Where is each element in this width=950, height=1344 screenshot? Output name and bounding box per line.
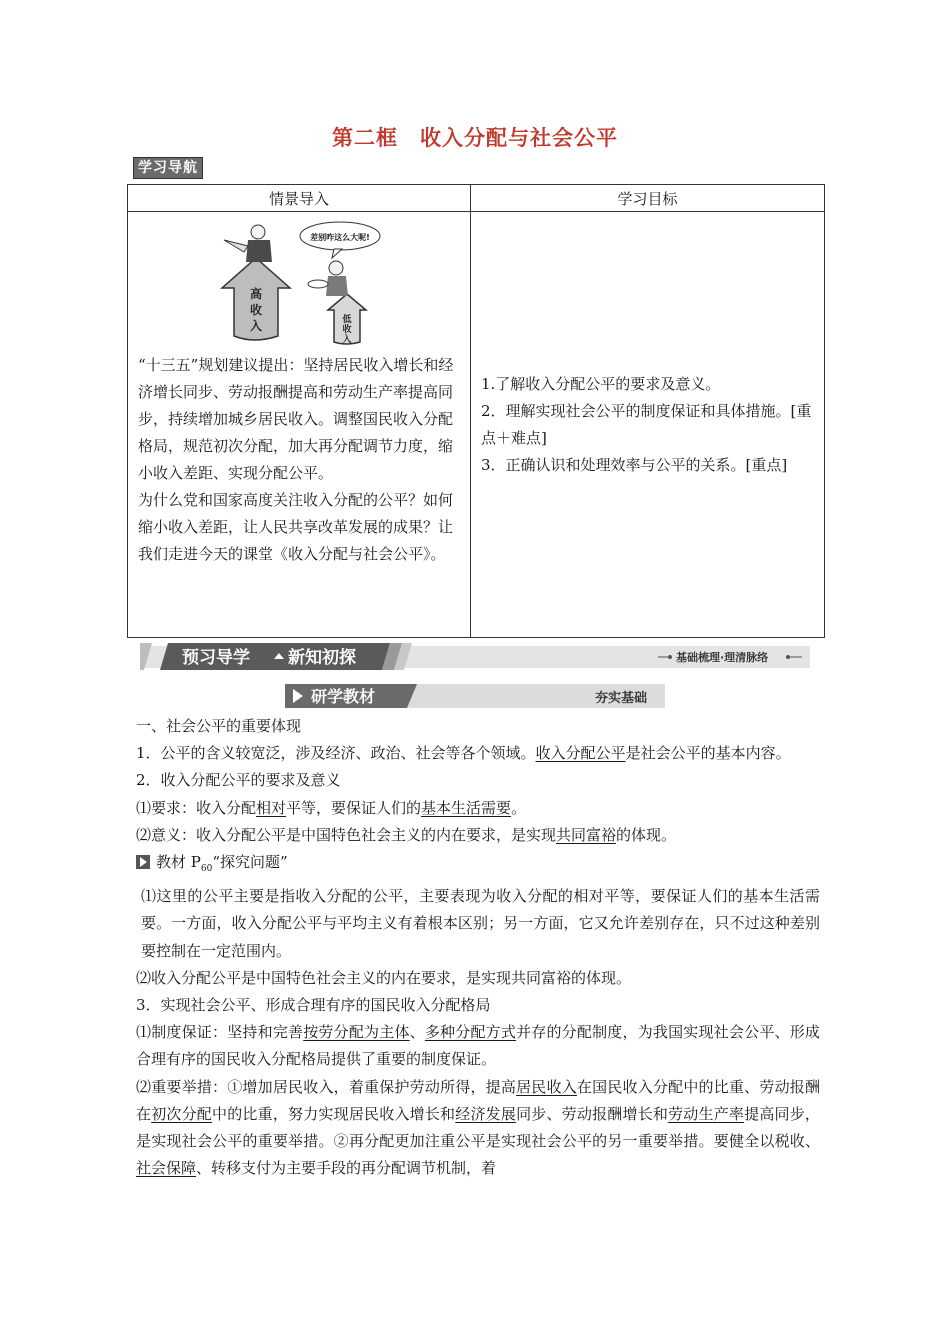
paragraph: 1．公平的含义较宽泛，涉及经济、政治、社会等各个领域。收入分配公平是社会公平的基本内容。 bbox=[136, 744, 791, 763]
blank-answer: 收入分配公平 bbox=[535, 744, 626, 763]
main-content bbox=[136, 713, 820, 1182]
paragraph: ⑴这里的公平主要是指收入分配的公平，主要表现为收入分配的相对平等，要保证人们的基本生活需要。一方面，收入分配公平与平均主义有着根本区别；另一方面，它又允许差别存在，只不过这种差别要控制在一定范围内。 bbox=[141, 887, 820, 960]
guide-table bbox=[127, 184, 825, 638]
sub-banner-label: 研学教材 bbox=[311, 687, 376, 706]
paragraph: ⑵意义：收入分配公平是中国特色社会主义的内在要求，是实现共同富裕的体现。 bbox=[136, 825, 677, 844]
paragraph: ⑵收入分配公平是中国特色社会主义的内在要求，是实现共同富裕的体现。 bbox=[136, 968, 632, 987]
goal-item: 3．正确认识和处理效率与公平的关系。[重点] bbox=[481, 455, 788, 474]
paragraph: ⑵重要举措：①增加居民收入，着重保护劳动所得，提高居民收入在国民收入分配中的比重、劳动报酬在初次分配中的比重，努力实现居民收入增长和经济发展同步、劳动报酬增长和劳动生产率提高同步，是实现社会公平的重要举措。②再分配更加注重公平是实现社会公平的另一重要举措。要健全以税收、社会保障、转移支付为主要手段的再分配调节机制，着 bbox=[136, 1077, 820, 1178]
section-heading: 一、社会公平的重要体现 bbox=[136, 717, 302, 735]
scene-paragraph-2: 为什么党和国家高度关注收入分配的公平？如何缩小收入差距，让人民共享改革发展的成果？让我们走进今天的课堂《收入分配与社会公平》。 bbox=[138, 491, 454, 563]
scene-paragraph-1: “十三五”规划建议提出：坚持居民收入增长和经济增长同步、劳动报酬提高和劳动生产率提高同步，持续增加城乡居民收入。调整国民收入分配格局，规范初次分配，加大再分配调节力度，缩小收入差距、实现分配公平。 bbox=[138, 356, 454, 482]
low-income-label: 低 bbox=[342, 315, 352, 325]
income-gap-cartoon bbox=[214, 218, 384, 346]
paragraph: ⑴要求：收入分配相对平等，要保证人们的基本生活需要。 bbox=[136, 798, 527, 817]
blank-answer: 劳动生产率 bbox=[668, 1104, 745, 1123]
blank-answer: 基本生活需要 bbox=[421, 798, 512, 817]
play-box-icon bbox=[136, 855, 150, 869]
sub-banner-right: 夯实基础 bbox=[595, 691, 648, 706]
svg-text:入: 入 bbox=[342, 335, 352, 345]
page-title: 第二框 收入分配与社会公平 bbox=[332, 126, 618, 150]
study-nav-tag: 学习导航 bbox=[133, 157, 203, 179]
banner-mid-text: 新知初探 bbox=[288, 648, 356, 668]
banner-right-text: 基础梳理·理清脉络 bbox=[676, 651, 769, 664]
blank-answer: 初次分配 bbox=[151, 1104, 213, 1123]
section-heading: 2．收入分配公平的要求及意义 bbox=[136, 771, 341, 790]
textbook-ref: 教材 $P_{60}“$探究问题” bbox=[136, 849, 820, 883]
banner-left-text: 预习导学 bbox=[182, 648, 250, 668]
svg-text:收: 收 bbox=[249, 303, 263, 317]
blank-answer: 多种分配方式 bbox=[424, 1023, 517, 1042]
section-banner bbox=[140, 643, 810, 670]
goal-item: 1.了解收入分配公平的要求及意义。 bbox=[481, 374, 721, 393]
svg-text:收: 收 bbox=[342, 325, 352, 335]
blank-answer: 共同富裕 bbox=[556, 825, 617, 844]
blank-answer: 相对 bbox=[256, 798, 287, 817]
goal-item: 2．理解实现社会公平的制度保证和具体措施。[重点＋难点] bbox=[481, 401, 812, 447]
blank-answer: 社会保障 bbox=[136, 1159, 197, 1178]
scene-cell bbox=[128, 212, 471, 638]
col-header-scene: 情景导入 bbox=[128, 185, 471, 212]
blank-answer: 按劳分配为主体 bbox=[303, 1023, 410, 1042]
section-heading: 3．实现社会公平、形成合理有序的国民收入分配格局 bbox=[136, 996, 491, 1015]
high-income-label: 高 bbox=[249, 287, 263, 301]
speech-bubble-text: 差别咋这么大呢! bbox=[310, 233, 370, 242]
blank-answer: 居民收入 bbox=[516, 1077, 577, 1096]
col-header-goals: 学习目标 bbox=[471, 185, 825, 212]
paragraph: ⑴制度保证：坚持和完善按劳分配为主体、多种分配方式并存的分配制度，为我国实现社会公平、形成合理有序的国民收入分配格局提供了重要的制度保证。 bbox=[136, 1023, 820, 1069]
blank-answer: 经济发展 bbox=[455, 1104, 517, 1123]
sub-banner bbox=[285, 684, 665, 708]
goals-cell bbox=[471, 212, 825, 638]
svg-text:入: 入 bbox=[249, 319, 263, 333]
